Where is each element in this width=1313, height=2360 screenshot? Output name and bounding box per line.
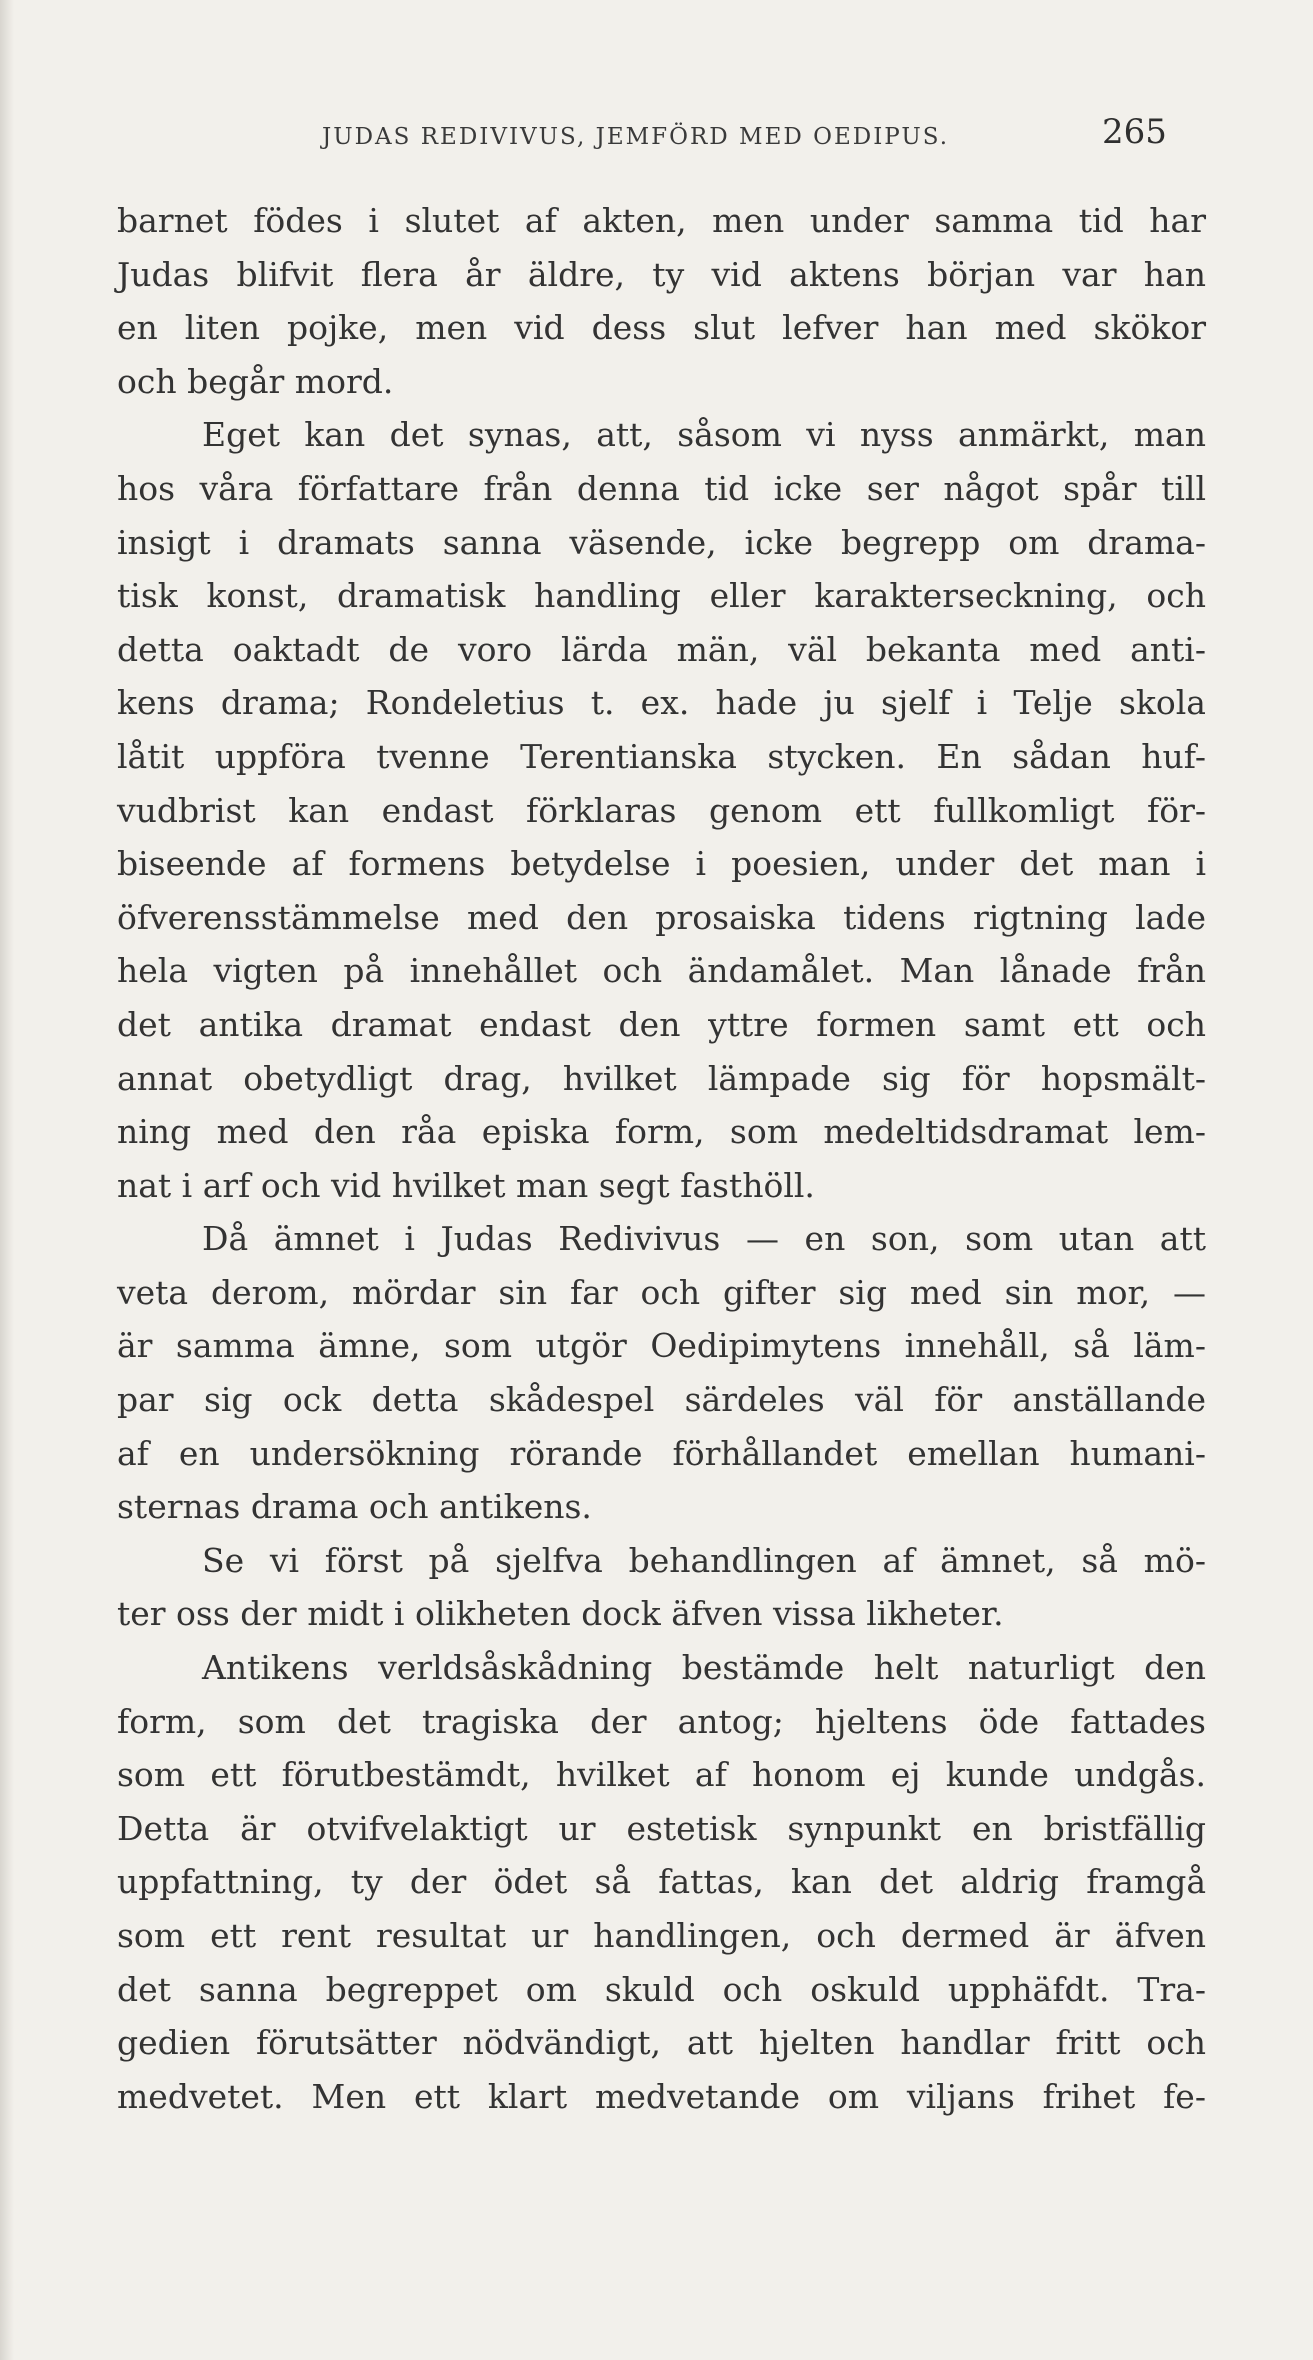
page-number: 265 xyxy=(1102,112,1167,152)
text-line: form, som det tragiska der antog; hjeltens öde fattades xyxy=(117,1701,1206,1741)
text-line: en liten pojke, men vid dess slut lefver han med skökor xyxy=(117,308,1206,348)
text-line: Då ämnet i Judas Redivivus — en son, som utan att xyxy=(202,1219,1206,1259)
text-line: barnet födes i slutet af akten, men under samma tid har xyxy=(117,201,1206,240)
text-line: Detta är otvifvelaktigt ur estetisk synpunkt en bristfällig xyxy=(117,1808,1206,1848)
text-line: gedien förutsätter nödvändigt, att hjelten handlar fritt och xyxy=(117,2023,1206,2063)
text-line: som ett förutbestämdt, hvilket af honom ej kunde undgås. xyxy=(117,1755,1206,1795)
text-line: och begår mord. xyxy=(117,361,394,401)
text-line: veta derom, mördar sin far och gifter sig med sin mor, — xyxy=(117,1272,1206,1312)
text-line: Se vi först på sjelfva behandlingen af ämnet, så mö- xyxy=(202,1540,1206,1580)
text-line: låtit uppföra tvenne Terentianska stycken. En sådan huf- xyxy=(117,736,1206,776)
text-line: hos våra författare från denna tid icke ser något spår till xyxy=(117,468,1206,508)
text-line: annat obetydligt drag, hvilket lämpade sig för hopsmält- xyxy=(117,1058,1206,1098)
text-line: Eget kan det synas, att, såsom vi nyss anmärkt, man xyxy=(202,415,1206,455)
text-line: är samma ämne, som utgör Oedipimytens innehåll, så läm- xyxy=(117,1326,1206,1366)
text-line: sternas drama och antikens. xyxy=(117,1487,592,1527)
text-line: detta oaktadt de voro lärda män, väl bekanta med anti- xyxy=(117,629,1206,669)
text-line: insigt i dramats sanna väsende, icke begrepp om drama- xyxy=(117,522,1206,562)
running-title: JUDAS REDIVIVUS, JEMFÖRD MED OEDIPUS. xyxy=(322,124,950,150)
text-line: uppfattning, ty der ödet så fattas, kan det aldrig framgå xyxy=(117,1862,1206,1902)
page-spine-shadow xyxy=(0,0,14,2360)
body-text xyxy=(117,194,1206,2123)
text-line: medvetet. Men ett klart medvetande om viljans frihet fe- xyxy=(117,2076,1206,2116)
page-header xyxy=(0,112,1313,162)
text-line: par sig ock detta skådespel särdeles väl för anställande xyxy=(117,1380,1206,1420)
text-line: Antikens verldsåskådning bestämde helt naturligt den xyxy=(202,1648,1206,1688)
text-line: det sanna begreppet om skuld och oskuld upphäfdt. Tra- xyxy=(117,1969,1206,2009)
text-line: kens drama; Rondeletius t. ex. hade ju sjelf i Telje skola xyxy=(117,683,1206,723)
text-line: vudbrist kan endast förklaras genom ett fullkomligt för- xyxy=(117,790,1206,830)
text-line: hela vigten på innehållet och ändamålet. Man lånade från xyxy=(117,951,1206,991)
text-line: biseende af formens betydelse i poesien, under det man i xyxy=(117,844,1206,884)
text-line: tisk konst, dramatisk handling eller karakterseckning, och xyxy=(117,576,1206,616)
text-line: öfverensstämmelse med den prosaiska tidens rigtning lade xyxy=(117,897,1206,937)
text-line: ter oss der midt i olikheten dock äfven vissa likheter. xyxy=(117,1594,1004,1634)
text-line: det antika dramat endast den yttre formen samt ett och xyxy=(117,1004,1206,1044)
text-line: nat i arf och vid hvilket man segt fasthöll. xyxy=(117,1165,815,1205)
text-line: af en undersökning rörande förhållandet emellan humani- xyxy=(117,1433,1206,1473)
text-line: ning med den råa episka form, som medeltidsdramat lem- xyxy=(117,1112,1206,1152)
text-line: Judas blifvit flera år äldre, ty vid aktens början var han xyxy=(117,254,1206,294)
text-line: som ett rent resultat ur handlingen, och dermed är äfven xyxy=(117,1916,1206,1955)
